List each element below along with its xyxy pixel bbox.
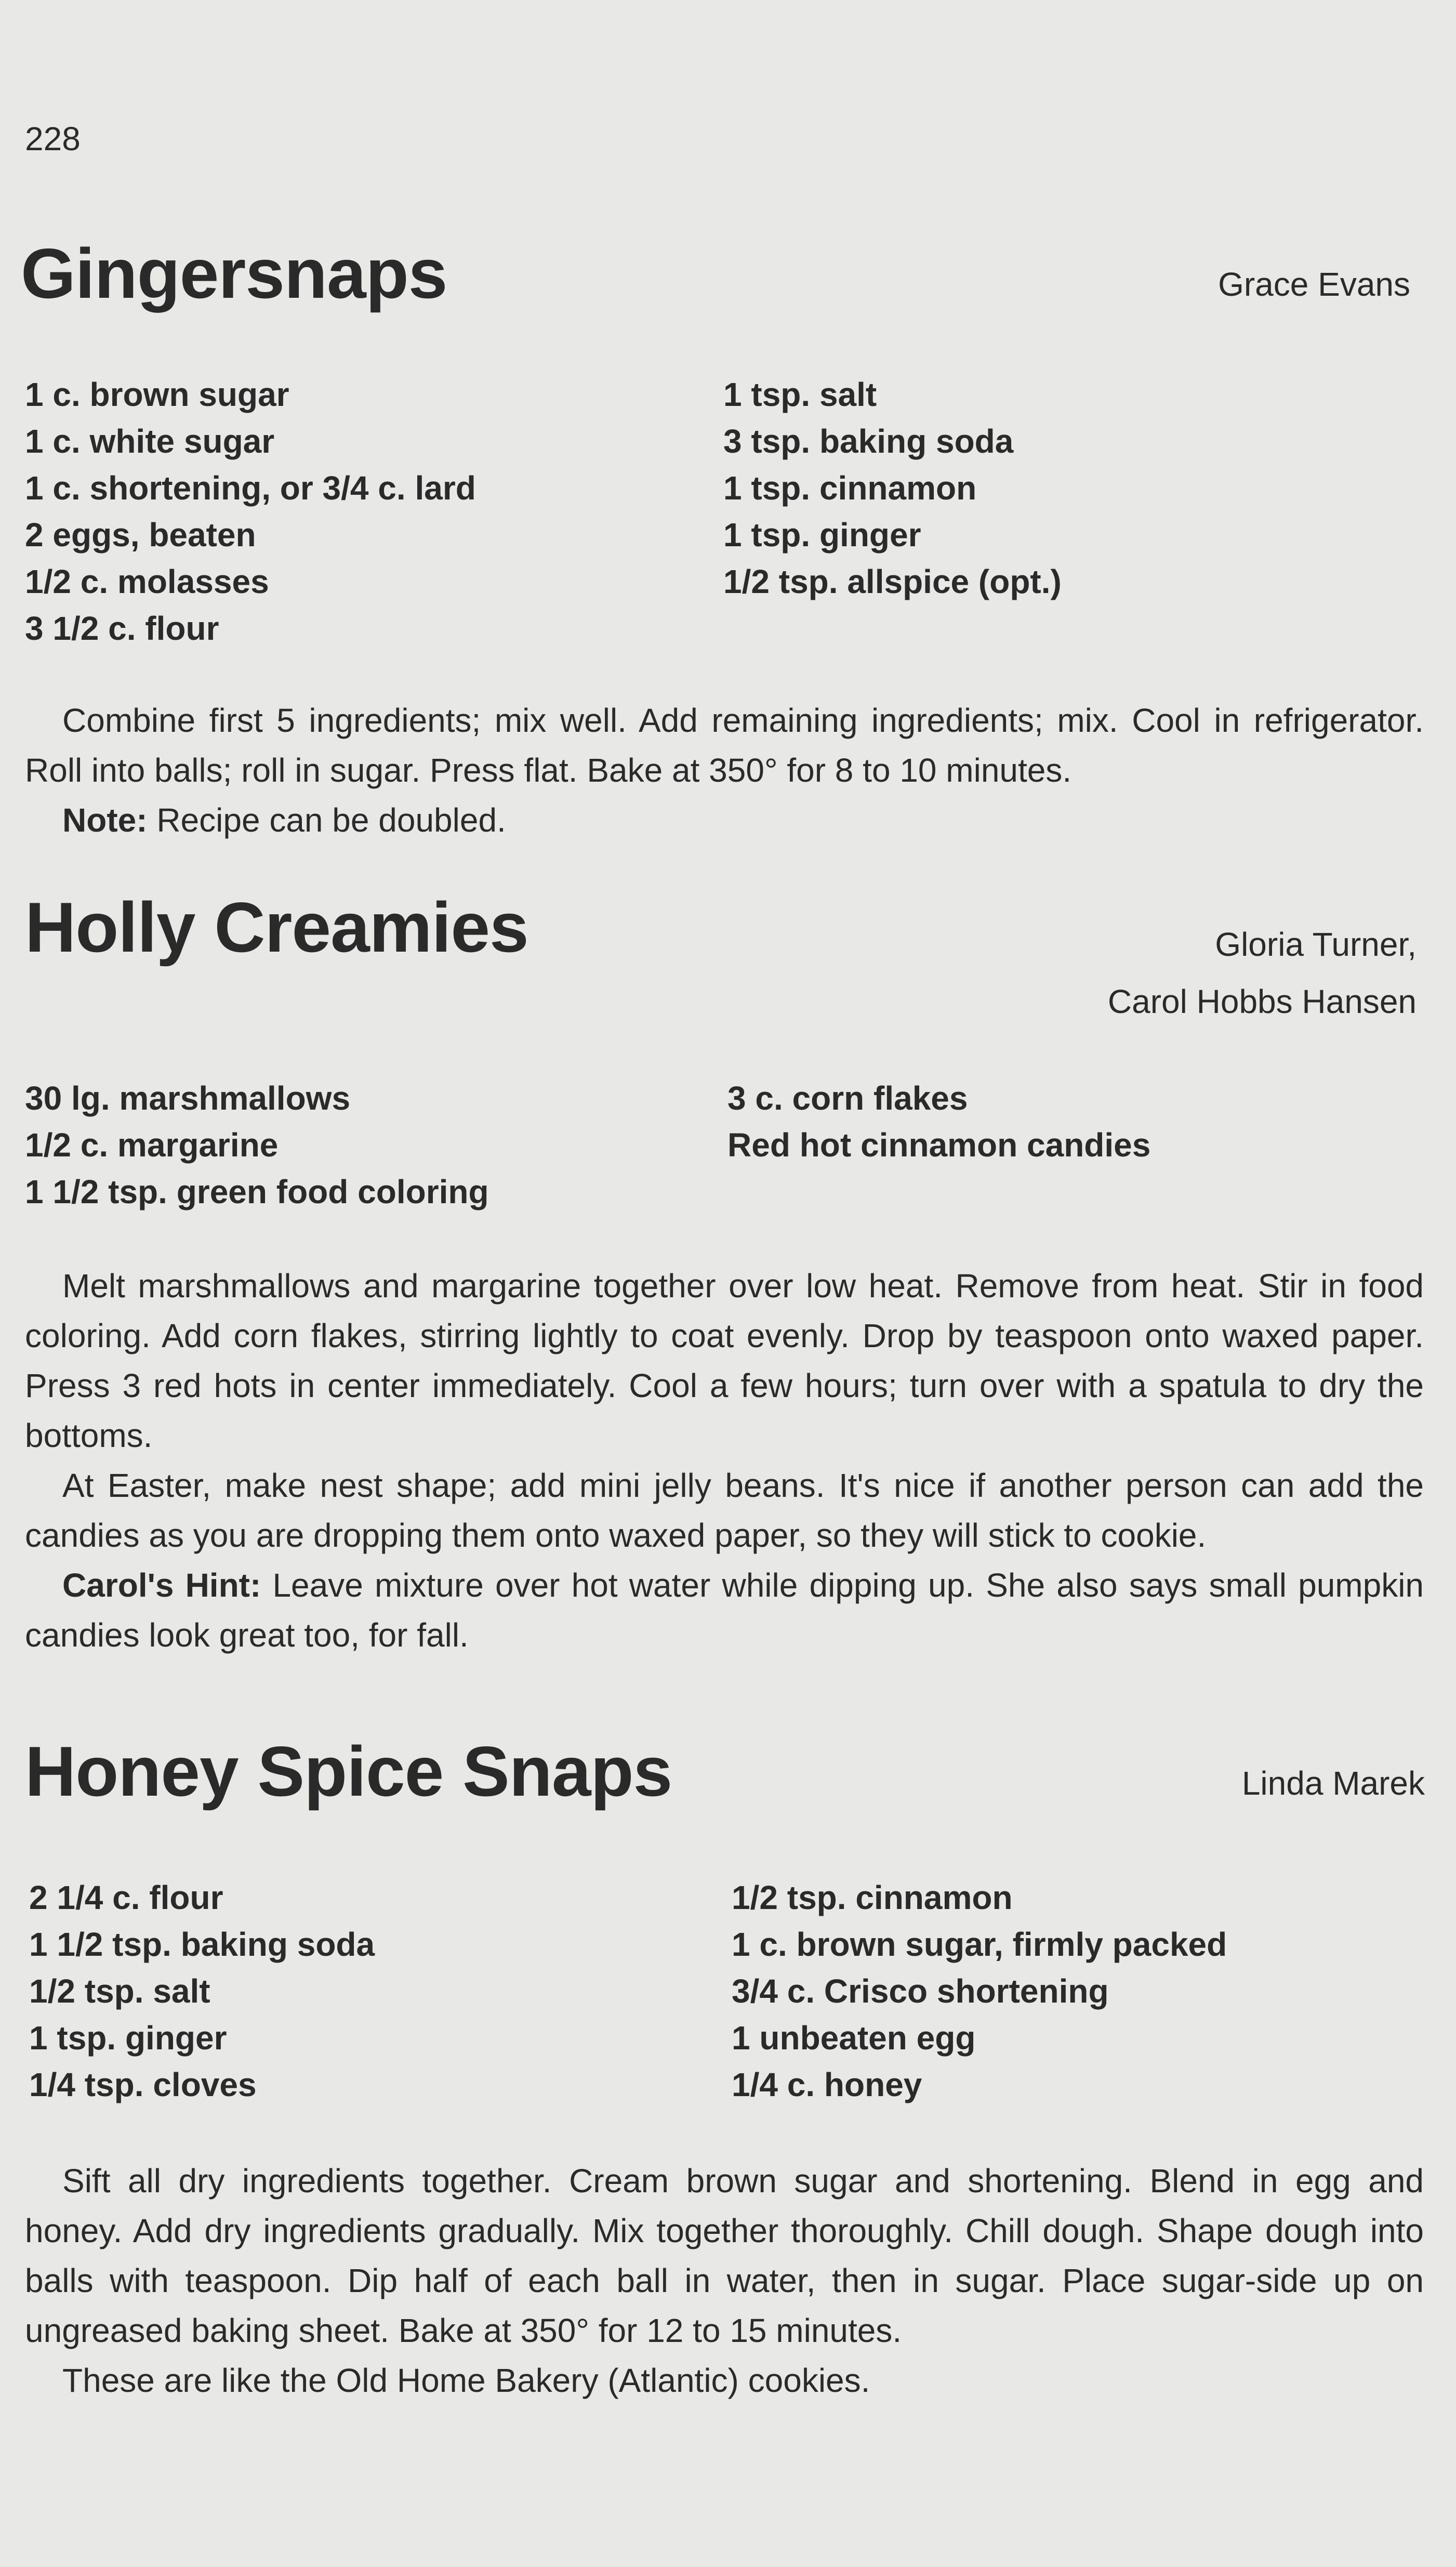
ingredient: 1/2 c. margarine [25, 1126, 279, 1164]
directions-paragraph: Melt marshmallows and margarine together over low heat. Remove from heat. Stir in food coloring. Add corn flakes, stirring lightly to coat evenly. Drop by teaspoon onto waxed paper. Press 3 red hots in center immediately. Cool a few hours; turn over with a spatula to dry the bottoms. [25, 1267, 1424, 1454]
recipe-author: Carol Hobbs Hansen [1107, 983, 1417, 1020]
ingredient: 2 1/4 c. flour [29, 1879, 223, 1916]
ingredient: 1 c. white sugar [25, 423, 275, 460]
recipe-author: Gloria Turner, [1215, 926, 1417, 963]
recipe-title: Holly Creamies [25, 888, 528, 967]
ingredients-right [727, 1075, 1150, 1168]
directions [25, 695, 1424, 845]
hint [25, 1560, 1424, 1660]
ingredient: 1 c. brown sugar, firmly packed [732, 1926, 1227, 1963]
ingredient: 1 1/2 tsp. green food coloring [25, 1173, 489, 1210]
ingredients-right [723, 371, 1062, 605]
recipe-author: Linda Marek [1241, 1765, 1425, 1802]
ingredients-left [25, 1075, 489, 1215]
directions-paragraph: At Easter, make nest shape; add mini jelly beans. It's nice if another person can add the candies as you are dropping them onto waxed paper, so they will stick to cookie. [25, 1467, 1424, 1554]
ingredient: 1 tsp. ginger [29, 2019, 227, 2057]
ingredient: 1/2 tsp. salt [29, 1972, 210, 2010]
page-number: 228 [25, 120, 81, 157]
ingredient: 1 1/2 tsp. baking soda [29, 1926, 375, 1963]
ingredient: 1 c. shortening, or 3/4 c. lard [25, 469, 476, 507]
ingredient: 3 tsp. baking soda [723, 423, 1014, 460]
note [25, 795, 1424, 845]
ingredient: 1/2 tsp. allspice (opt.) [723, 563, 1062, 600]
recipe-title: Honey Spice Snaps [25, 1732, 672, 1811]
directions-paragraph: Combine first 5 ingredients; mix well. Add remaining ingredients; mix. Cool in refrigerator. Roll into balls; roll in sugar. Press flat. Bake at 350° for 8 to 10 minutes. [25, 702, 1424, 789]
ingredient: 1 tsp. ginger [723, 516, 921, 554]
ingredient: 2 eggs, beaten [25, 516, 256, 554]
hint-text: Leave mixture over hot water while dipping up. She also says small pumpkin candies look great too, for fall. [25, 1566, 1424, 1654]
ingredient: 1/4 tsp. cloves [29, 2066, 257, 2103]
recipe-title: Gingersnaps [21, 234, 447, 313]
directions-paragraph: These are like the Old Home Bakery (Atlantic) cookies. [62, 2362, 870, 2399]
ingredient: 1 c. brown sugar [25, 376, 289, 413]
ingredient: 3/4 c. Crisco shortening [732, 1972, 1109, 2010]
directions-paragraph: Sift all dry ingredients together. Cream brown sugar and shortening. Blend in egg and honey. Add dry ingredients gradually. Mix together thoroughly. Chill dough. Shape dough into balls with teaspoon. Dip half of each ball in water, then in sugar. Place sugar-side up on ungreased baking sheet. Bake at 350° for 12 to 15 minutes. [25, 2162, 1424, 2349]
ingredient: 1/4 c. honey [732, 2066, 922, 2103]
hint-label: Carol's Hint: [62, 1566, 261, 1604]
directions [25, 1261, 1424, 1660]
directions [25, 2156, 1424, 2405]
ingredient: 3 1/2 c. flour [25, 610, 219, 647]
note-label: Note: [62, 801, 148, 839]
ingredient: 1 tsp. cinnamon [723, 469, 977, 507]
ingredient: Red hot cinnamon candies [727, 1126, 1151, 1164]
ingredients-left [29, 1874, 375, 2108]
ingredient: 1/2 c. molasses [25, 563, 269, 600]
note-text: Recipe can be doubled. [147, 801, 506, 839]
recipe-author: Grace Evans [1218, 266, 1410, 303]
ingredients-right [732, 1874, 1227, 2108]
ingredient: 30 lg. marshmallows [25, 1080, 351, 1117]
ingredient: 1 unbeaten egg [732, 2019, 976, 2057]
ingredient: 1 tsp. salt [723, 376, 877, 413]
ingredient: 1/2 tsp. cinnamon [732, 1879, 1013, 1916]
ingredient: 3 c. corn flakes [727, 1080, 968, 1117]
ingredients-left [25, 371, 476, 652]
